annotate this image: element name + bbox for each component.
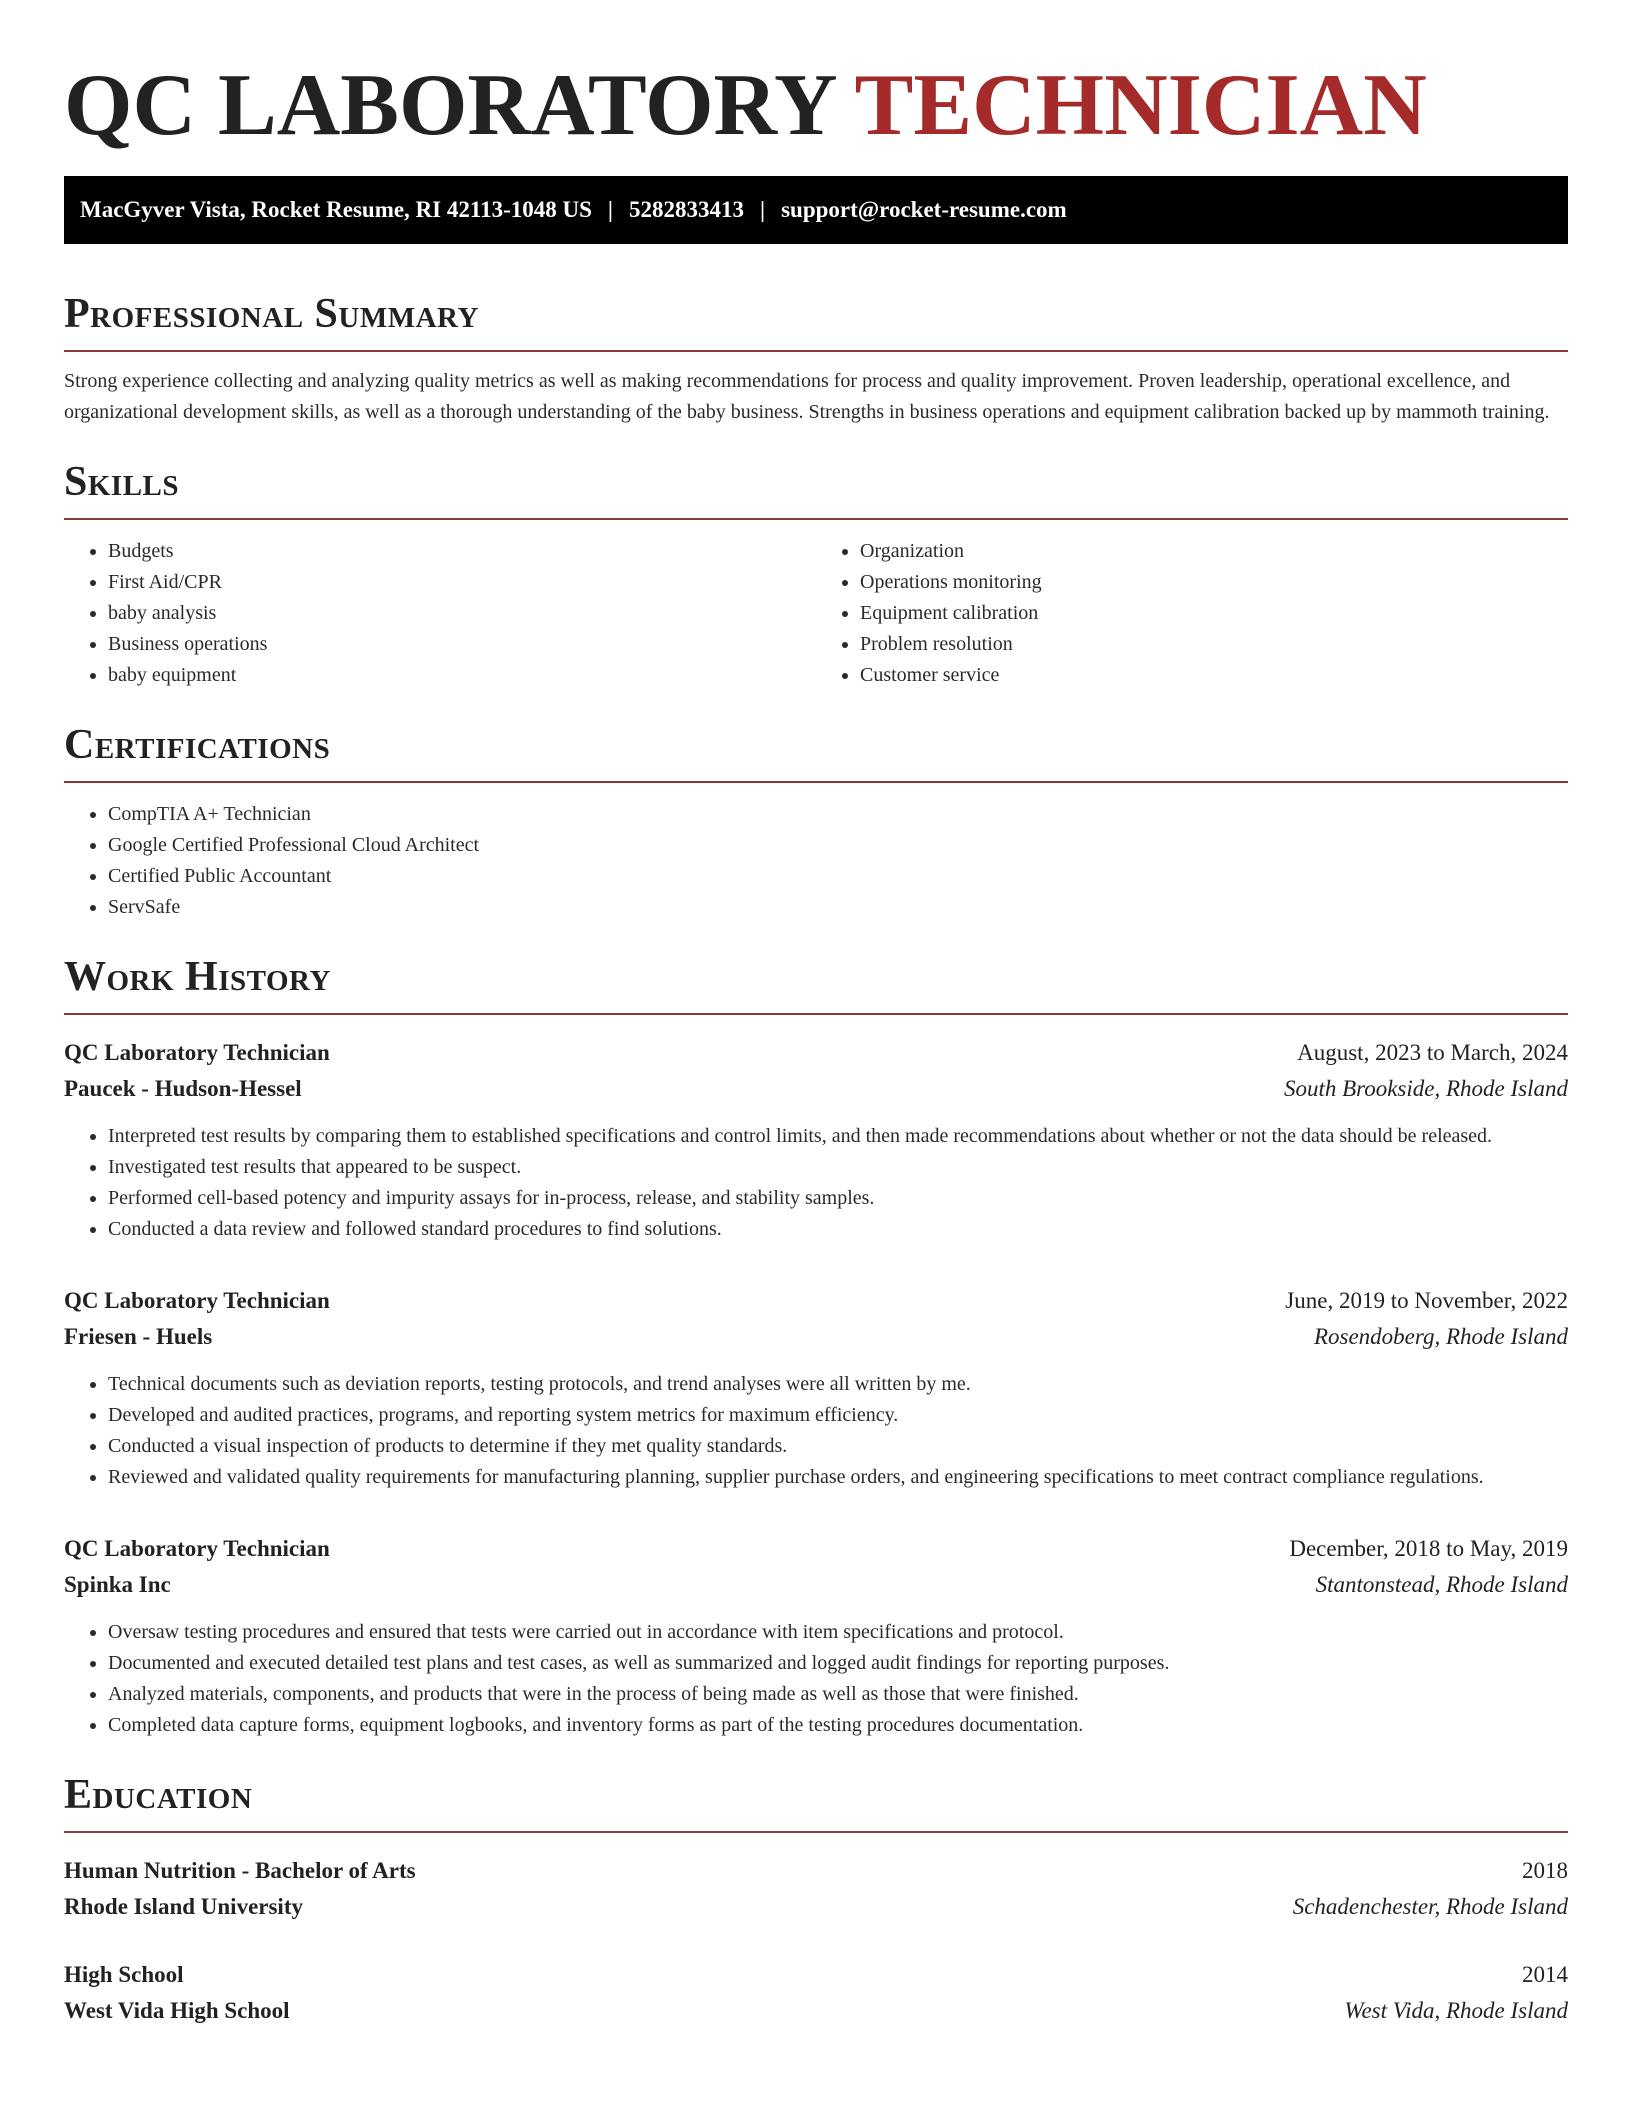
job-title: QC Laboratory Technician [64, 1040, 330, 1065]
skill-item: • Customer service [860, 660, 1568, 691]
job-bullets [64, 1369, 1568, 1493]
skill-item: • baby analysis [108, 598, 816, 629]
job-title: QC Laboratory Technician [64, 1288, 330, 1313]
work-history-section [64, 949, 1568, 1741]
education-entry [64, 1957, 1568, 2029]
job-bullet: • Analyzed materials, components, and products that were in the process of being made as well as those that were finished. [108, 1679, 1568, 1710]
education-section [64, 1767, 1568, 2029]
job-entry [64, 1283, 1568, 1493]
education-header-row [64, 1957, 1568, 1993]
job-location: South Brookside, Rhode Island [1283, 1076, 1568, 1101]
certification-item: • Google Certified Professional Cloud Architect [108, 830, 1568, 861]
contact-separator: | [760, 197, 766, 222]
job-bullets [64, 1617, 1568, 1741]
skills-list-left [64, 536, 816, 691]
job-bullet: • Reviewed and validated quality requirements for manufacturing planning, supplier purchase orders, and engineering specifications to meet contract compliance regulations. [108, 1462, 1568, 1493]
resume-title [64, 0, 1568, 156]
skill-item: • Operations monitoring [860, 567, 1568, 598]
contact-separator: | [607, 197, 613, 222]
section-heading: Education [64, 1772, 253, 1818]
education-header-row [64, 1853, 1568, 1889]
job-dates: June, 2019 to November, 2022 [1285, 1288, 1568, 1313]
section-divider [64, 350, 1568, 352]
education-school-row [64, 1993, 1568, 2029]
contact-phone: 5282833413 [629, 197, 744, 222]
job-company-row [64, 1319, 1568, 1355]
skill-item: • Problem resolution [860, 629, 1568, 660]
job-header-row [64, 1283, 1568, 1319]
contact-email: support@rocket-resume.com [781, 197, 1067, 222]
job-bullet: • Performed cell-based potency and impurity assays for in-process, release, and stability samples. [108, 1183, 1568, 1214]
title-role-accent: TECHNICIAN [854, 57, 1427, 154]
skills-grid [64, 520, 1568, 691]
section-divider [64, 1013, 1568, 1015]
contact-bar [64, 176, 1568, 244]
job-entry [64, 1035, 1568, 1245]
education-school: Rhode Island University [64, 1894, 303, 1919]
summary-text: Strong experience collecting and analyzing quality metrics as well as making recommendations for process and quality improvement. Proven leadership, operational excellence, and organizational development skills, as well as a thorough understanding of the baby business. Strengths in business operations and equipment calibration backed up by mammoth training. [64, 370, 1550, 423]
job-bullet: • Technical documents such as deviation reports, testing protocols, and trend analyses were all written by me. [108, 1369, 1568, 1400]
certification-item: • CompTIA A+ Technician [108, 799, 1568, 830]
certification-item: • ServSafe [108, 892, 1568, 923]
job-bullet: • Developed and audited practices, programs, and reporting system metrics for maximum efficiency. [108, 1400, 1568, 1431]
skill-item: • baby equipment [108, 660, 816, 691]
certifications-section [64, 717, 1568, 923]
skill-item: • Equipment calibration [860, 598, 1568, 629]
job-title: QC Laboratory Technician [64, 1536, 330, 1561]
certifications-list [64, 799, 1568, 923]
job-header-row [64, 1531, 1568, 1567]
summary-section [64, 286, 1568, 428]
skill-item: • First Aid/CPR [108, 567, 816, 598]
education-location: West Vida, Rhode Island [1344, 1998, 1568, 2023]
job-bullet: • Completed data capture forms, equipment logbooks, and inventory forms as part of the testing procedures documentation. [108, 1710, 1568, 1741]
education-entry [64, 1853, 1568, 1925]
job-company: Spinka Inc [64, 1572, 171, 1597]
job-bullet: • Documented and executed detailed test plans and test cases, as well as summarized and logged audit findings for reporting purposes. [108, 1648, 1568, 1679]
job-company: Friesen - Huels [64, 1324, 213, 1349]
job-company-row [64, 1567, 1568, 1603]
education-year: 2018 [1522, 1858, 1568, 1883]
job-location: Rosendoberg, Rhode Island [1313, 1324, 1568, 1349]
job-header-row [64, 1035, 1568, 1071]
section-divider [64, 781, 1568, 783]
skill-item: • Organization [860, 536, 1568, 567]
job-bullets [64, 1121, 1568, 1245]
education-degree: High School [64, 1962, 184, 1987]
education-degree: Human Nutrition - Bachelor of Arts [64, 1858, 416, 1883]
job-bullet: • Conducted a visual inspection of products to determine if they met quality standards. [108, 1431, 1568, 1462]
job-dates: August, 2023 to March, 2024 [1297, 1040, 1568, 1065]
contact-address: MacGyver Vista, Rocket Resume, RI 42113-1048 US [80, 197, 592, 222]
job-location: Stantonstead, Rhode Island [1315, 1572, 1568, 1597]
job-company-row [64, 1071, 1568, 1107]
education-school: West Vida High School [64, 1998, 290, 2023]
education-location: Schadenchester, Rhode Island [1292, 1894, 1568, 1919]
certification-item: • Certified Public Accountant [108, 861, 1568, 892]
job-entry [64, 1531, 1568, 1741]
section-heading: Skills [64, 459, 180, 505]
skill-item: • Budgets [108, 536, 816, 567]
skill-item: • Business operations [108, 629, 816, 660]
job-bullet: • Investigated test results that appeared to be suspect. [108, 1152, 1568, 1183]
section-divider [64, 1831, 1568, 1833]
education-school-row [64, 1889, 1568, 1925]
section-heading: Work History [64, 954, 331, 1000]
skills-section [64, 454, 1568, 691]
job-bullet: • Oversaw testing procedures and ensured that tests were carried out in accordance with item specifications and protocol. [108, 1617, 1568, 1648]
section-heading: Professional Summary [64, 291, 479, 337]
education-year: 2014 [1522, 1962, 1568, 1987]
skills-list-right [816, 536, 1568, 691]
title-role: QC LABORATORY [64, 57, 855, 154]
job-dates: December, 2018 to May, 2019 [1289, 1536, 1568, 1561]
job-company: Paucek - Hudson-Hessel [64, 1076, 302, 1101]
job-bullet: • Interpreted test results by comparing them to established specifications and control limits, and then made recommendations about whether or not the data should be released. [108, 1121, 1568, 1152]
job-bullet: • Conducted a data review and followed standard procedures to find solutions. [108, 1214, 1568, 1245]
section-heading: Certifications [64, 722, 331, 768]
